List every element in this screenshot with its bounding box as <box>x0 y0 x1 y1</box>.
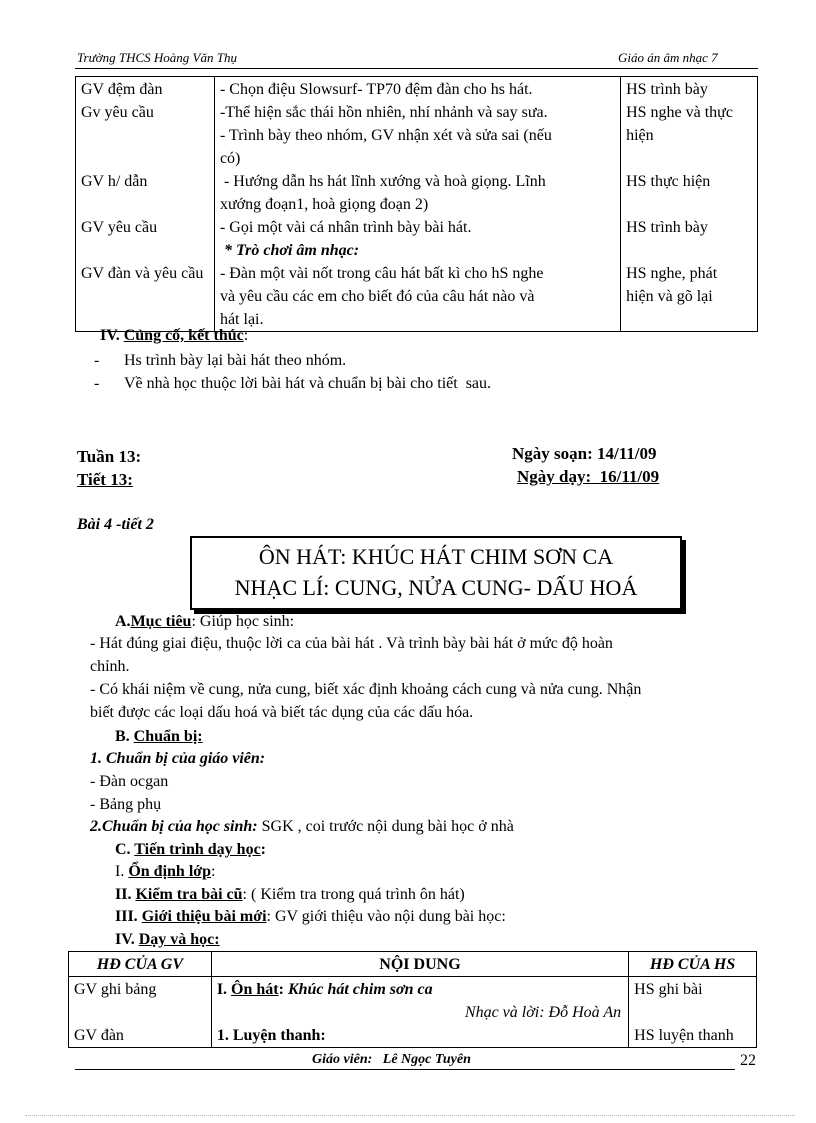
student-prep <box>90 816 514 838</box>
gv-text: GV đàn <box>74 1027 124 1044</box>
hs-text: HS ghi bài <box>634 981 703 998</box>
lesson-title-box <box>190 536 682 610</box>
section-title: Tiến trình dạy học <box>134 841 261 858</box>
hs-text: HS trình bày <box>626 81 708 98</box>
list-item-text: Hs trình bày lại bài hát theo nhóm. <box>124 352 347 369</box>
lesson-label: Bài 4 -tiết 2 <box>77 516 154 533</box>
header-hs: HĐ CỦA HS <box>629 952 757 977</box>
step-title: Ổn định lớp <box>128 863 212 880</box>
review-title: Ôn hát <box>231 981 279 998</box>
section-prefix: C. <box>115 841 135 858</box>
teacher-prep-heading: 1. Chuẩn bị của giáo viên: <box>90 750 266 767</box>
step-i <box>115 861 215 883</box>
list-item-text: Về nhà học thuộc lời bài hát và chuẩn bị bài cho tiết sau. <box>124 375 492 392</box>
step-prefix: IV. <box>115 931 139 948</box>
song-title: Khúc hát chim sơn ca <box>287 981 433 998</box>
step-title: Dạy và học: <box>138 931 220 948</box>
period-label: Tiết 13: <box>77 470 133 489</box>
gv-text: GV đàn và yêu cầu <box>81 265 204 282</box>
section-rest: : Giúp học sinh: <box>191 613 295 630</box>
gv-text: Gv yêu cầu <box>81 104 154 121</box>
section-number: IV. <box>100 327 124 344</box>
hs-text: HS luyện thanh <box>634 1027 734 1044</box>
hs-cell <box>621 77 758 332</box>
section-prefix: B. <box>115 728 134 745</box>
hs-text: HS trình bày <box>626 219 708 236</box>
page-number: 22 <box>740 1052 756 1069</box>
section-iv-heading <box>100 327 248 345</box>
gv-text: GV h/ dẫn <box>81 173 148 190</box>
header-gv: HĐ CỦA GV <box>69 952 212 977</box>
game-heading: * Trò chơi âm nhạc: <box>219 242 360 259</box>
objective-line: - Có khái niệm về cung, nửa cung, biết xác định khoảng cách cung và nửa cung. Nhận <box>90 681 642 698</box>
objective-line: chỉnh. <box>90 658 130 675</box>
header-rule <box>75 68 758 69</box>
footer-rule <box>75 1069 735 1070</box>
gv-cell <box>69 977 212 1048</box>
activities-table-1 <box>75 76 758 332</box>
content-line: - Trình bày theo nhóm, GV nhận xét và sửa sai (nếu <box>219 127 552 144</box>
student-prep-text: SGK , coi trước nội dung bài học ở nhà <box>257 818 514 835</box>
content-line: - Chọn điệu Slowsurf- TP70 đệm đàn cho hs hát. <box>219 81 533 98</box>
gv-text: GV đệm đàn <box>81 81 163 98</box>
prep-item: - Đàn ocgan <box>90 773 169 790</box>
section-title: Củng cố, kết thúc <box>123 327 244 344</box>
content-cell <box>211 977 628 1048</box>
section-colon: : <box>243 327 249 344</box>
hs-text: HS thực hiện <box>626 173 711 190</box>
prep-heading <box>115 726 203 748</box>
step-prefix: I. <box>115 863 129 880</box>
hs-text: HS nghe, phát hiện và gõ lại <box>626 265 718 305</box>
lesson-title-line-2: NHẠC LÍ: CUNG, NỬA CUNG- DẤU HOÁ <box>234 575 638 600</box>
step-title: Giới thiệu bài mới <box>141 908 267 925</box>
content-line: - Gọi một vài cá nhân trình bày bài hát. <box>219 219 472 236</box>
step-rest: : GV giới thiệu vào nội dung bài học: <box>266 908 506 925</box>
content-line: và yêu cầu các em cho biết đó của câu hát nào và <box>219 288 535 305</box>
prep-date: Ngày soạn: 14/11/09 <box>512 444 657 463</box>
hs-text: HS nghe và thực hiện <box>626 104 733 144</box>
step-rest: : ( Kiểm tra trong quá trình ôn hát) <box>242 886 465 903</box>
content-line: hát lại. <box>219 311 264 328</box>
content-line: - Hướng dẫn hs hát lĩnh xướng và hoà giọng. Lĩnh <box>219 173 546 190</box>
gv-text: GV yêu cầu <box>81 219 158 236</box>
hs-cell <box>629 977 757 1048</box>
teach-date: Ngày dạy: 16/11/09 <box>517 467 660 486</box>
step-iv <box>115 929 220 951</box>
step-iii <box>115 906 506 928</box>
section-prefix: A. <box>115 613 131 630</box>
footer-teacher: Giáo viên: Lê Ngọc Tuyên <box>312 1052 471 1067</box>
section-title: Mục tiêu <box>130 613 192 630</box>
warmup-heading: 1. Luyện thanh: <box>216 1027 326 1044</box>
content-line: xướng đoạn1, hoà giọng đoạn 2) <box>219 196 429 213</box>
step-ii <box>115 884 465 906</box>
content-cell <box>214 77 620 332</box>
lesson-title-line-1: ÔN HÁT: KHÚC HÁT CHIM SƠN CA <box>258 544 614 569</box>
review-number: I. <box>216 981 232 998</box>
gv-cell <box>76 77 215 332</box>
step-prefix: III. <box>115 908 142 925</box>
gv-text: GV ghi bảng <box>74 981 157 998</box>
review-heading <box>217 978 623 1001</box>
step-title: Kiểm tra bài cũ <box>135 886 243 903</box>
header-school: Trường THCS Hoàng Văn Thụ <box>77 50 237 65</box>
objectives-heading <box>115 611 294 633</box>
table-row <box>69 977 757 1048</box>
bullet-dash: - <box>94 352 100 369</box>
section-colon: : <box>260 841 266 858</box>
table-row <box>76 77 758 332</box>
week-label: Tuần 13: <box>77 447 142 466</box>
bullet-dash: - <box>94 375 100 392</box>
section-title: Chuẩn bị: <box>133 728 203 745</box>
list-item <box>94 352 346 370</box>
objective-line: biết được các loại dấu hoá và biết tác dụng của các dấu hóa. <box>90 704 474 721</box>
header-content: NỘI DUNG <box>211 952 628 977</box>
header-subject: Giáo án âm nhạc 7 <box>618 50 718 65</box>
prep-item: - Bảng phụ <box>90 796 162 813</box>
content-line: có) <box>219 150 241 167</box>
student-prep-heading: 2.Chuẩn bị của học sinh: <box>90 818 258 835</box>
procedure-heading <box>115 839 266 861</box>
review-colon: : <box>278 981 288 998</box>
step-prefix: II. <box>115 886 136 903</box>
song-author: Nhạc và lời: Đỗ Hoà An <box>464 1004 622 1021</box>
list-item <box>94 375 491 393</box>
content-line: - Đàn một vài nốt trong câu hát bất kì cho hS nghe <box>219 265 544 282</box>
activities-table-2 <box>68 951 757 1048</box>
objective-line: - Hát đúng giai điệu, thuộc lời ca của bài hát . Và trình bày bài hát ở mức độ hoàn <box>90 635 613 652</box>
content-line: -Thể hiện sắc thái hồn nhiên, nhí nhảnh và say sưa. <box>219 104 548 121</box>
step-colon: : <box>211 863 216 880</box>
table-header-row <box>69 952 757 977</box>
page-edge-divider <box>25 1115 795 1116</box>
